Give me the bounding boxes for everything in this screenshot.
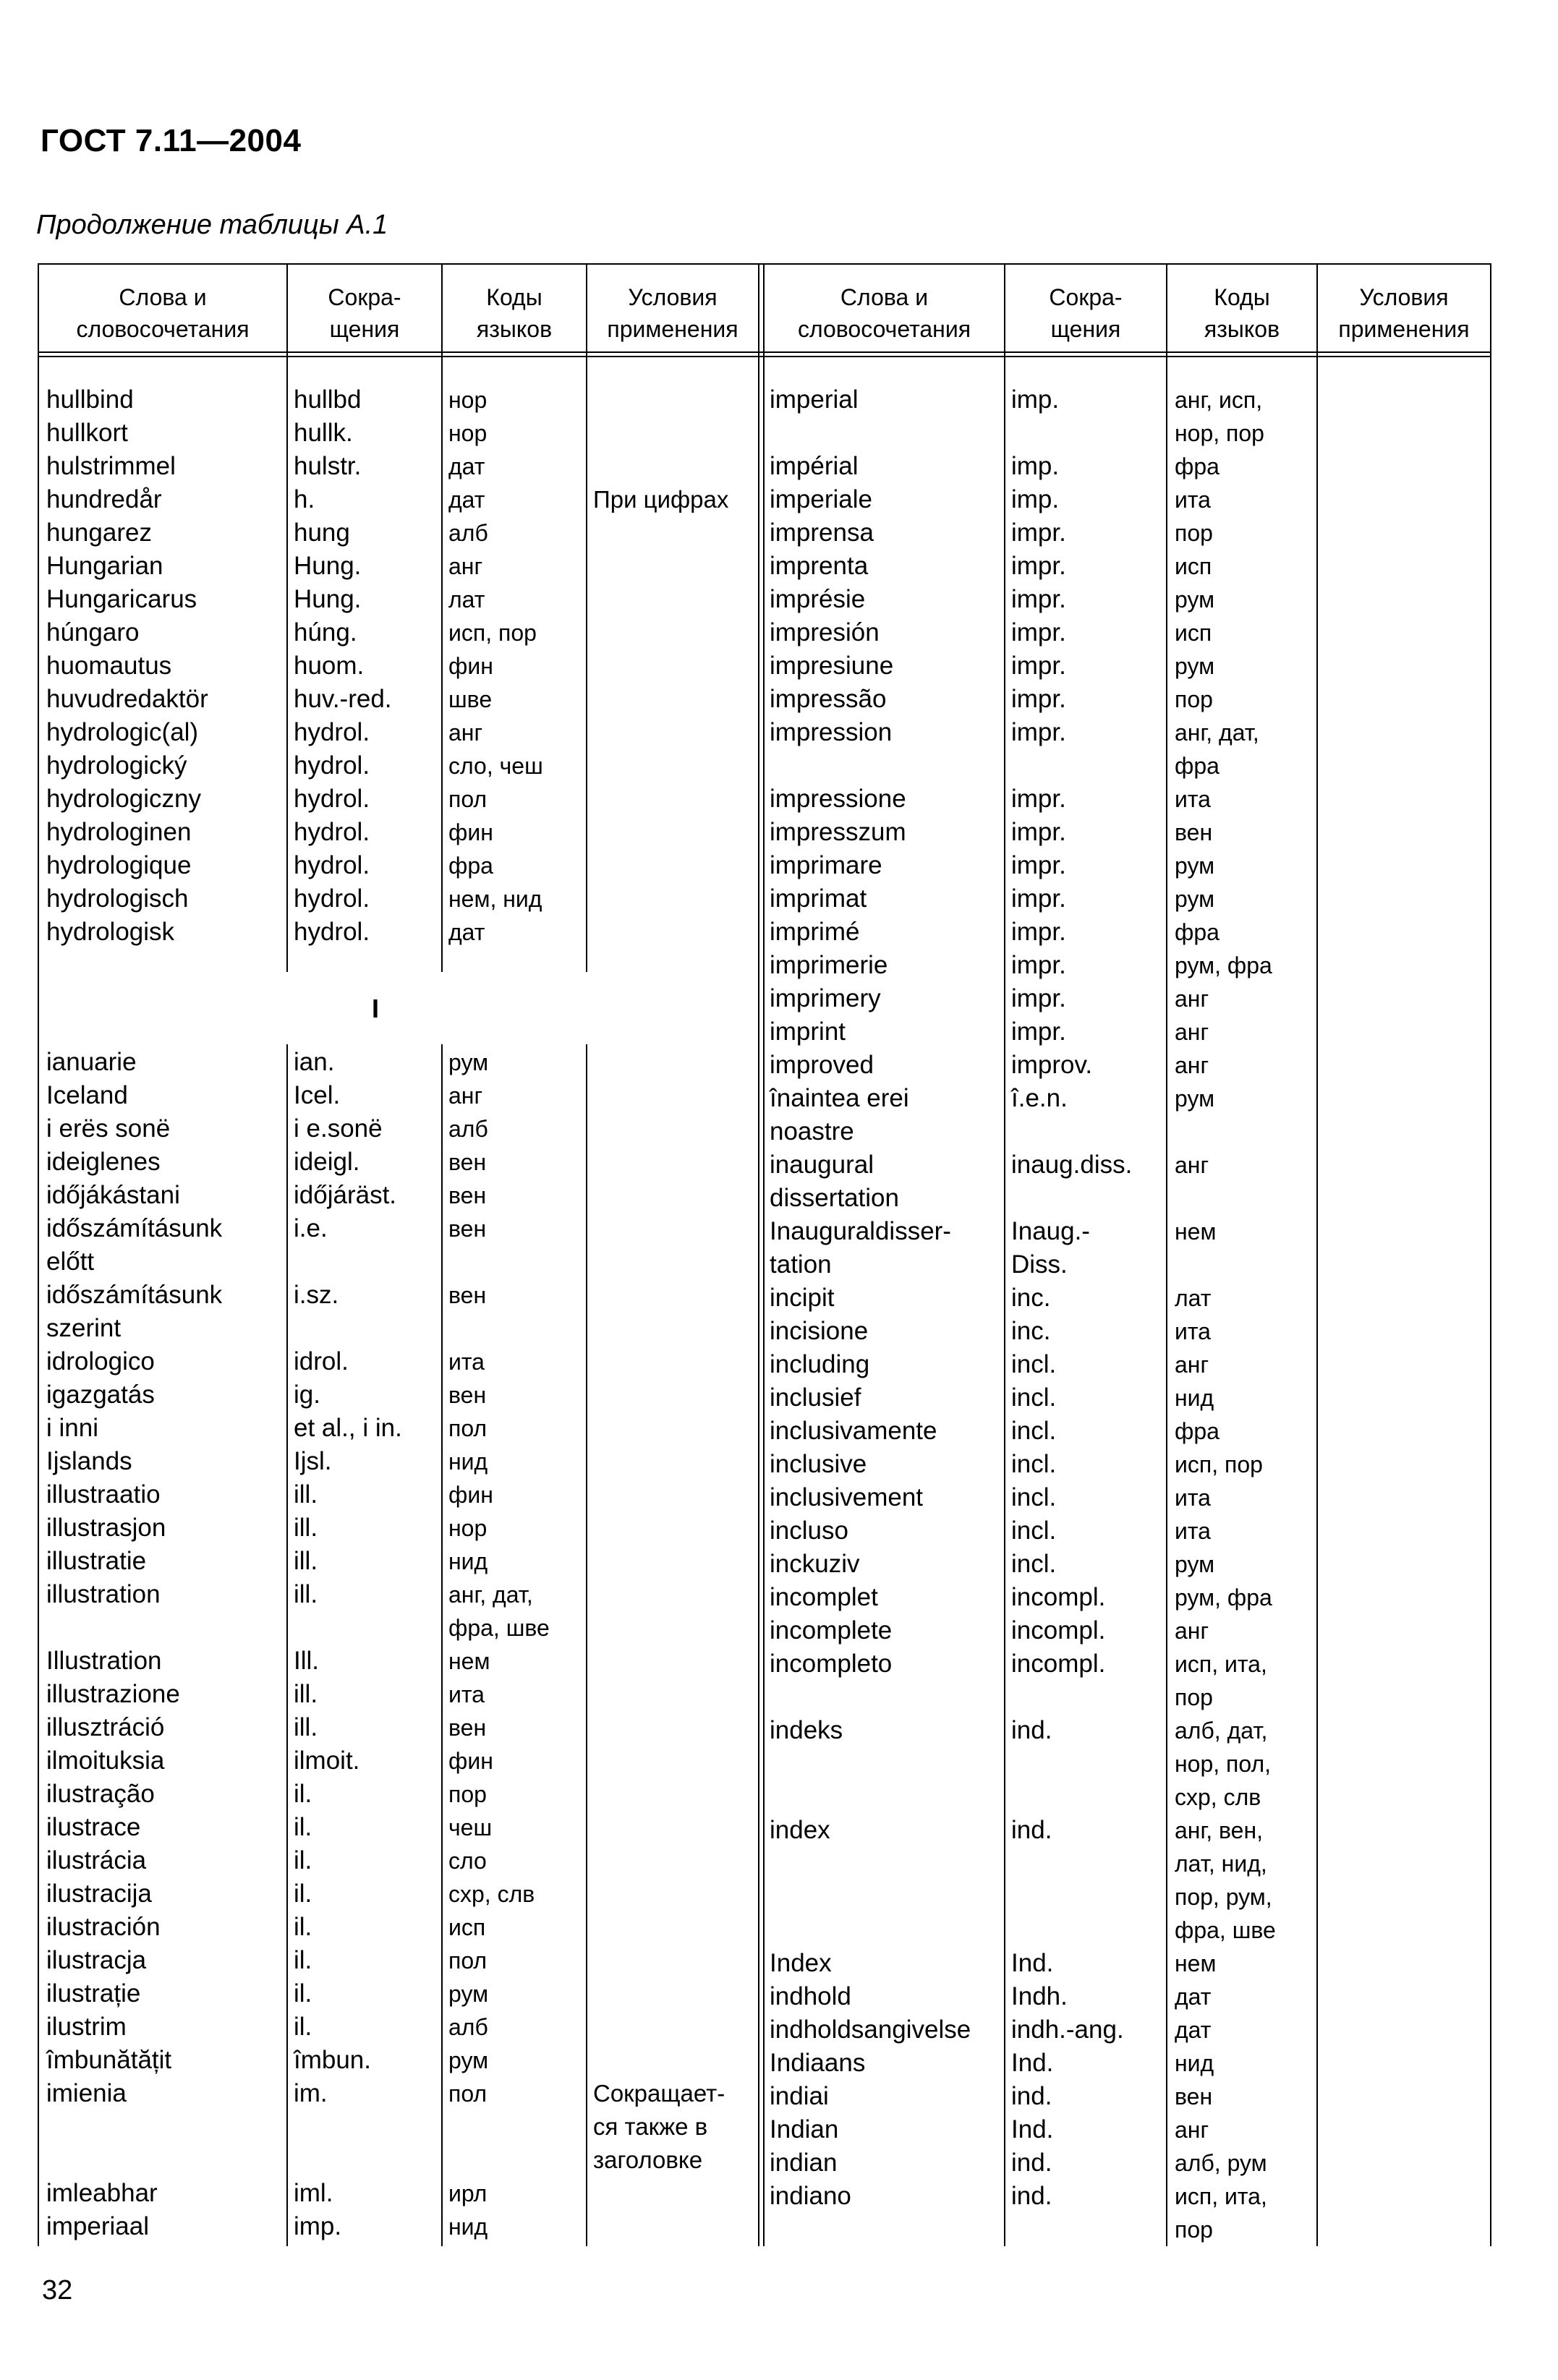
header-language-codes-right: Коды языков	[1204, 284, 1280, 342]
left-codes-block-2: рум анг алб вен вен вен вен ита вен пол нид фин нор нид анг, дат, фра, шве нем ита вен фин пор чеш сло схр, слв исп пол рум алб рум пол ирл нид	[448, 1049, 550, 2240]
page-number: 32	[42, 2275, 73, 2306]
column-border	[286, 263, 288, 972]
left-abbreviations-block-1: hullbd hullk. hulstr. h. hung Hung. Hung. húng. huom. huv.-red. hydrol. hydrol. hydrol. hydrol. hydrol. hydrol. hydrol.	[294, 385, 392, 946]
column-border	[1004, 263, 1005, 2246]
header-usage-conditions: Условия применения	[607, 284, 738, 342]
header-language-codes: Коды языков	[476, 284, 553, 342]
column-border	[1166, 263, 1167, 2246]
column-border	[38, 263, 39, 2246]
column-border	[763, 263, 765, 2246]
right-codes: анг, исп, нор, пор фра ита пор исп рум исп рум пор анг, дат, фра ита вен рум рум фра рум, фра анг анг анг рум анг нем лат ита анг нид фра исп, пор ита ита рум рум, фра анг исп, ита, пор алб, дат, нор, пол, схр, слв анг, вен, лат, нид, пор, рум, фра, шве нем дат дат нид вен анг алб, рум исп, ита, пор	[1175, 387, 1276, 2243]
abbreviation-table	[38, 263, 1491, 2246]
table-top-border	[38, 263, 1491, 265]
column-border	[1490, 263, 1491, 2246]
header-words-right: Слова и словосочетания	[797, 284, 971, 342]
document-title: ГОСТ 7.11—2004	[41, 123, 302, 158]
header-abbreviations-right: Сокра- щения	[1049, 284, 1123, 342]
left-words-block-2: ianuarie Iceland i erës sonë ideiglenes időjákástani időszámításunk előtt időszámításunk szerint idrologico igazgatás i inni Ijslands illustraatio illustrasjon illustratie illustration Illustration illustrazione illusztráció ilmoituksia ilustração ilustrace ilustrácia ilustracija ilustración ilustracja ilustrație ilustrim îmbunătățit imienia imleabhar imperiaal	[46, 1048, 223, 2240]
table-continuation-caption: Продолжение таблицы А.1	[36, 210, 388, 240]
right-words: imperial impérial imperiale imprensa imprenta imprésie impresión impresiune impressão impression impressione impresszum imprimare imprimat imprimé imprimerie imprimery imprint improved înaintea erei noastre inaugural dissertation Inauguraldisser- tation incipit incisione including inclusief inclusivamente inclusive inclusivement incluso inckuziv incomplet incomplete incompleto indeks index Index indhold indholdsangivelse Indiaans indiai Indian indian indiano	[770, 385, 971, 2210]
header-abbreviations: Сокра- щения	[328, 284, 401, 342]
left-abbreviations-block-2: ian. Icel. i e.sonë ideigl. időjáräst. i.e. i.sz. idrol. ig. et al., i in. Ijsl. ill. ill. ill. ill. Ill. ill. ill. ilmoit. il. il. il. il. il. il. il. il. îmbun. im. iml. imp.	[294, 1048, 402, 2240]
header-usage-conditions-right: Условия применения	[1338, 284, 1470, 342]
column-border	[1316, 263, 1318, 2246]
header-divider-1	[38, 351, 1491, 353]
right-abbreviations: imp. imp. imp. impr. impr. impr. impr. impr. impr. impr. impr. impr. impr. impr. impr. impr. impr. impr. improv. î.e.n. inaug.diss. Inaug.- Diss. inc. inc. incl. incl. incl. incl. incl. incl. incl. incompl. incompl. incompl. ind. ind. Ind. Indh. indh.-ang. Ind. ind. Ind. ind. ind.	[1011, 385, 1133, 2210]
column-border	[586, 263, 587, 972]
column-border	[441, 263, 443, 972]
left-condition-imienia: Сокращает- ся также в заголовке	[593, 2080, 725, 2173]
column-border	[286, 1044, 288, 2246]
section-letter: I	[372, 994, 380, 1023]
left-condition-hundredar: При цифрах	[593, 486, 729, 513]
header-divider-2	[38, 356, 1491, 357]
left-words-block-1: hullbind hullkort hulstrimmel hundredår hungarez Hungarian Hungaricarus húngaro huomautus huvudredaktör hydrologic(al) hydrologický hydrologiczny hydrologinen hydrologique hydrologisch hydrologisk	[46, 385, 208, 946]
column-border	[441, 1044, 443, 2246]
header-words: Слова и словосочетания	[76, 284, 250, 342]
column-border	[758, 263, 759, 2246]
column-border	[586, 1044, 587, 2246]
left-codes-block-1: нор нор дат дат алб анг лат исп, пор фин шве анг сло, чеш пол фин фра нем, нид дат	[448, 387, 543, 945]
